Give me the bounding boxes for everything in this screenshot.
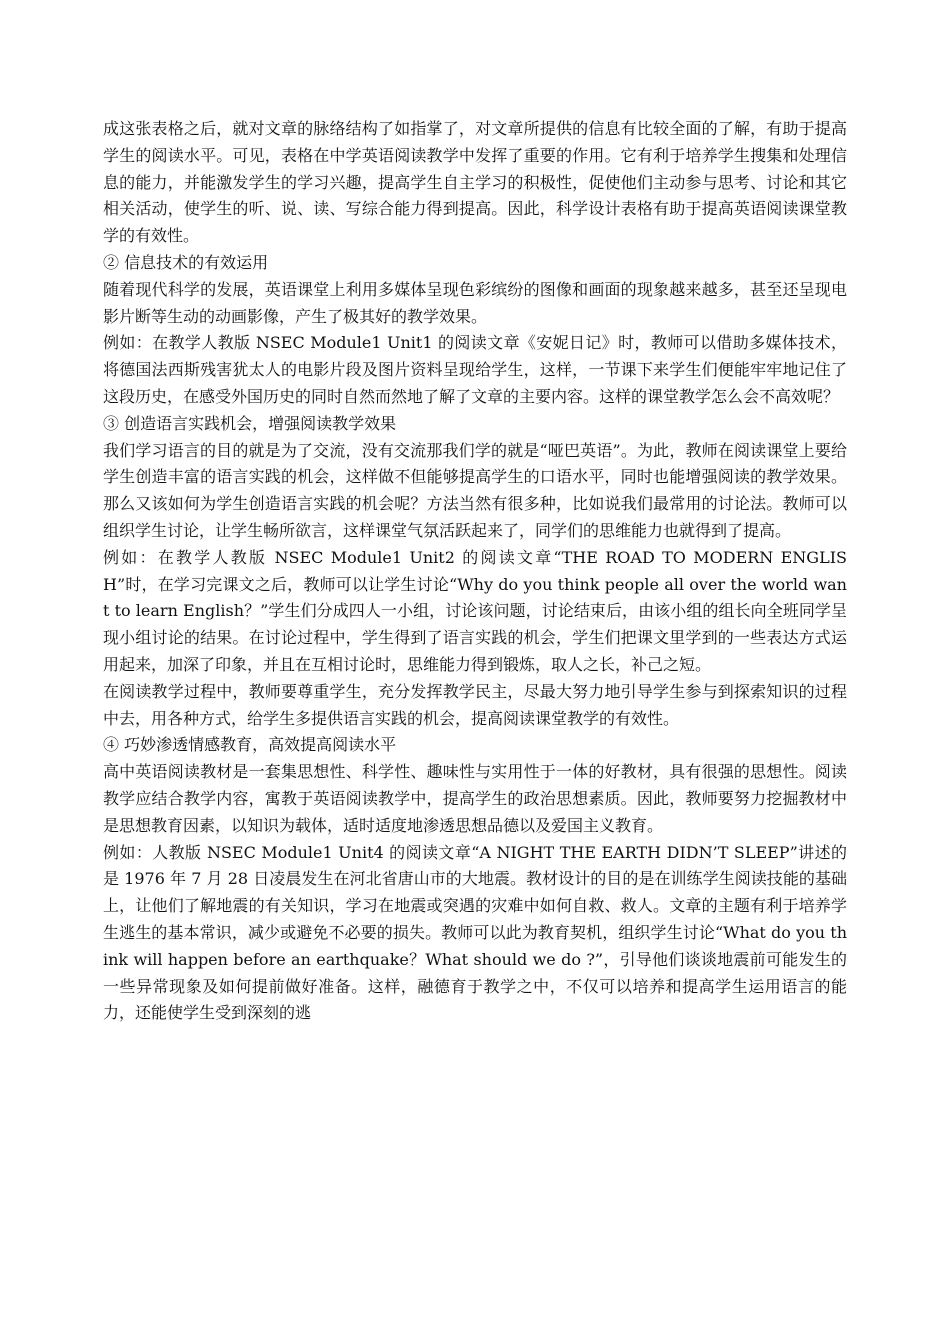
paragraph-table-benefits: 成这张表格之后，就对文章的脉络结构了如指掌了，对文章所提供的信息有比较全面的了解，有助于提高学生的阅读水平。可见，表格在中学英语阅读教学中发挥了重要的作用。它有利于培养学生搜集和处理信息的能力，并能激发学生的学习兴趣，提高学生自主学习的积极性，促使他们主动参与思考、讨论和其它相关活动，使学生的听、说、读、写综合能力得到提高。因此，科学设计表格有助于提高英语阅读课堂教学的有效性。 [103,119,847,246]
document-page [103,116,847,1027]
section-heading-language-practice: ③ 创造语言实践机会，增强阅读教学效果 [103,413,397,433]
paragraph-example-anne-diary: 例如：在教学人教版 NSEC Module1 Unit1 的阅读文章《安妮日记》时，教师可以借助多媒体技术，将德国法西斯残害犹太人的电影片段及图片资料呈现给学生，这样，一节课下来学生们便能牢牢地记住了这段历史，在感受外国历史的同时自然而然地了解了文章的主要内容。这样的课堂教学怎么会不高效呢？ [103,333,847,406]
paragraph-textbook-ideology: 高中英语阅读教材是一套集思想性、科学性、趣味性与实用性于一体的好教材，具有很强的思想性。阅读教学应结合教学内容，寓教于英语阅读教学中，提高学生的政治思想素质。因此，教师要努力挖掘教材中是思想教育因素，以知识为载体，适时适度地渗透思想品德以及爱国主义教育。 [103,762,847,835]
paragraph-example-earthquake: 例如：人教版 NSEC Module1 Unit4 的阅读文章“A NIGHT THE EARTH DIDN’T SLEEP”讲述的是 1976 年 7 月 28 日凌晨发生在河北省唐山市的大地震。教材设计的目的是在训练学生阅读技能的基础上，让他们了解地震的有关知识，学习在地震或突遇的灾难中如何自救、救人。文章的主题有利于培养学生逃生的基本常识，减少或避免不必要的损失。教师可以此为教育契机，组织学生讨论“What do you think will happen before an earthquake？What should we do ?”，引导他们谈谈地震前可能发生的一些异常现象及如何提前做好准备。这样，融德育于教学之中，不仅可以培养和提高学生运用语言的能力，还能使学生受到深刻的逃 [103,842,847,1023]
paragraph-communication: 我们学习语言的目的就是为了交流，没有交流那我们学的就是“哑巴英语”。为此，教师在阅读课堂上要给学生创造丰富的语言实践的机会，这样做不但能够提高学生的口语水平，同时也能增强阅读的教学效果。那么又该如何为学生创造语言实践的机会呢？方法当然有很多种，比如说我们最常用的讨论法。教师可以组织学生讨论，让学生畅所欲言，这样课堂气氛活跃起来了，同学们的思维能力也就得到了提高。 [103,440,847,540]
paragraph-multimedia: 随着现代科学的发展，英语课堂上利用多媒体呈现色彩缤纷的图像和画面的现象越来越多，甚至还呈现电影片断等生动的动画影像，产生了极其好的教学效果。 [103,279,847,326]
paragraph-example-modern-english: 例如：在教学人教版 NSEC Module1 Unit2 的阅读文章“THE ROAD TO MODERN ENGLISH”时，在学习完课文之后，教师可以让学生讨论“Why do you think people all over the world want to learn English？”学生们分成四人一小组，讨论该问题，讨论结束后，由该小组的组长向全班同学呈现小组讨论的结果。在讨论过程中，学生得到了语言实践的机会，学生们把课文里学到的一些表达方式运用起来，加深了印象，并且在互相讨论时，思维能力得到锻炼，取人之长，补己之短。 [103,547,847,674]
section-heading-info-tech: ② 信息技术的有效运用 [103,252,269,272]
paragraph-respect-students: 在阅读教学过程中，教师要尊重学生，充分发挥教学民主，尽最大努力地引导学生参与到探索知识的过程中去，用各种方式，给学生多提供语言实践的机会，提高阅读课堂教学的有效性。 [103,681,847,728]
section-heading-emotional-education: ④ 巧妙渗透情感教育，高效提高阅读水平 [103,735,397,755]
